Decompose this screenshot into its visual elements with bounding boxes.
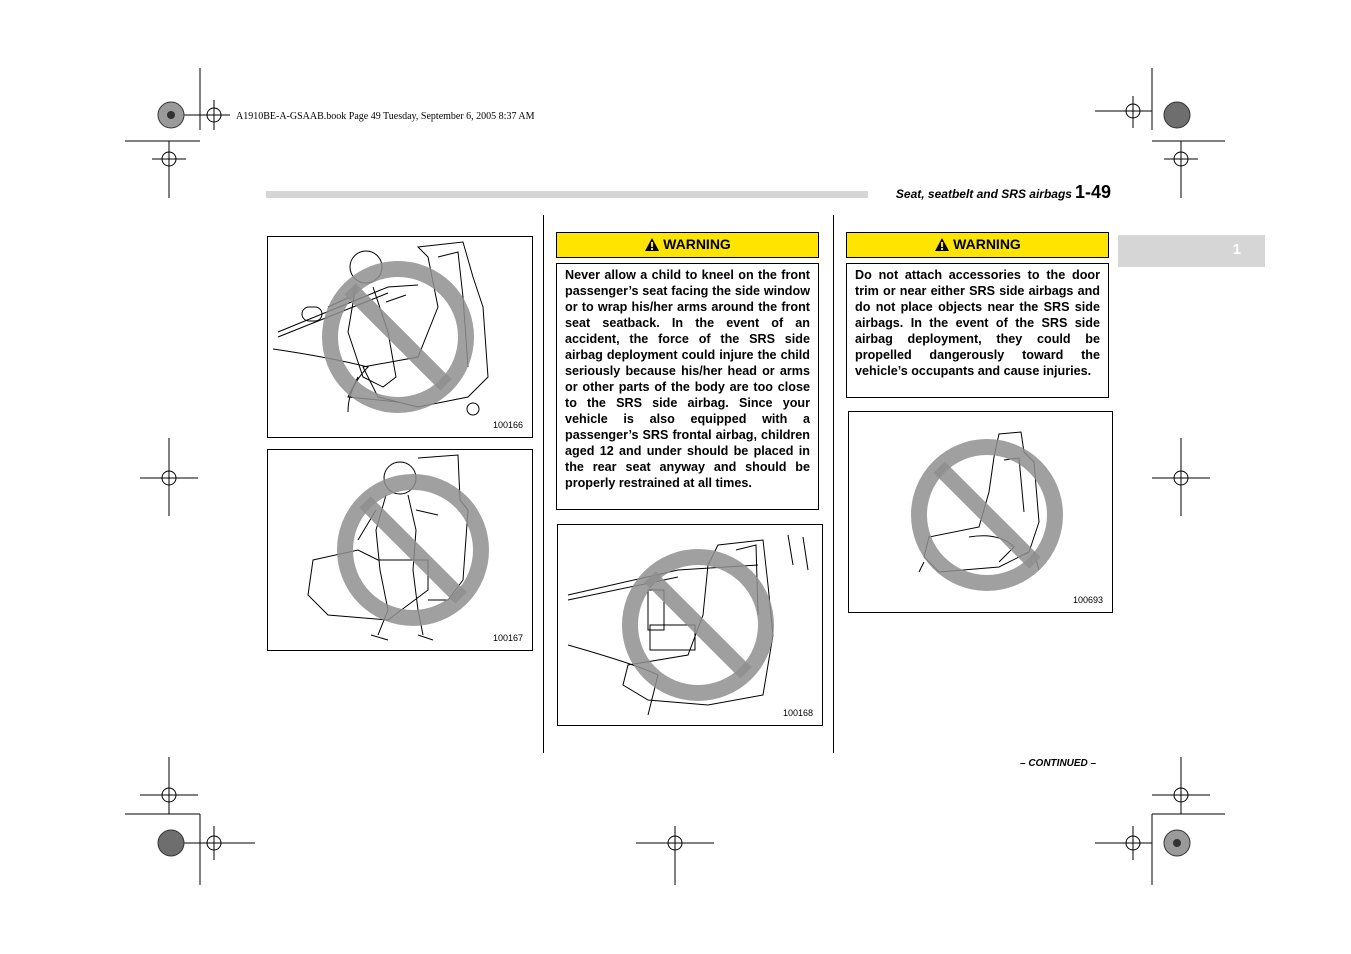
header-rule <box>266 191 868 198</box>
figure-child-kneeling <box>267 236 533 438</box>
warning-header <box>556 232 819 258</box>
warning-header <box>846 232 1109 258</box>
child-kneeling-illustration <box>268 237 532 437</box>
figure-child-hugging-seatback <box>267 449 533 651</box>
objects-near-side-airbag-illustration <box>849 412 1112 612</box>
warning-label: WARNING <box>953 236 1021 252</box>
section-title: Seat, seatbelt and SRS airbags <box>895 187 1072 201</box>
warning-text-box <box>846 263 1109 398</box>
column-divider <box>543 215 544 753</box>
figure-code: 100168 <box>782 708 813 718</box>
door-trim-accessories-illustration <box>558 525 822 725</box>
page-header <box>896 182 1111 203</box>
figure-code: 100166 <box>492 420 523 430</box>
warning-text-box <box>556 263 819 510</box>
warning-text: Never allow a child to kneel on the front passenger’s seat facing the side window or to wrap his/her arms around the front seat seatback. In the event of an accident, the force of the SRS side airbag deployment could injure the child seriously because his/her head or arms or other parts of the body are too close to the SRS side airbag. Since your vehicle is also equipped with a passenger’s SRS frontal airbag, children aged 12 and under should be placed in the rear seat anyway and should be properly restrained at all times. <box>565 268 810 490</box>
print-header: A1910BE-A-GSAAB.book Page 49 Tuesday, September 6, 2005 8:37 AM <box>236 111 535 122</box>
figure-code: 100693 <box>1072 595 1103 605</box>
figure-accessories-door-trim <box>557 524 823 726</box>
warning-triangle-icon <box>644 237 660 252</box>
warning-text: Do not attach accessories to the door trim or near either SRS side airbags and do not place objects near the SRS side airbags. In the event of the SRS side airbag deployment, they could be propelled dangerously toward the vehicle’s occupants and cause injuries. <box>855 268 1100 378</box>
warning-triangle-icon <box>934 237 950 252</box>
warning-label: WARNING <box>663 236 731 252</box>
page-number: 1-49 <box>1074 182 1111 202</box>
continued-label: – CONTINUED – <box>1020 758 1097 769</box>
chapter-number: 1 <box>1232 241 1241 258</box>
child-hugging-seatback-illustration <box>268 450 532 650</box>
figure-code: 100167 <box>492 633 523 643</box>
figure-objects-on-seat <box>848 411 1113 613</box>
chapter-tab <box>1118 235 1265 267</box>
column-divider <box>833 215 834 753</box>
